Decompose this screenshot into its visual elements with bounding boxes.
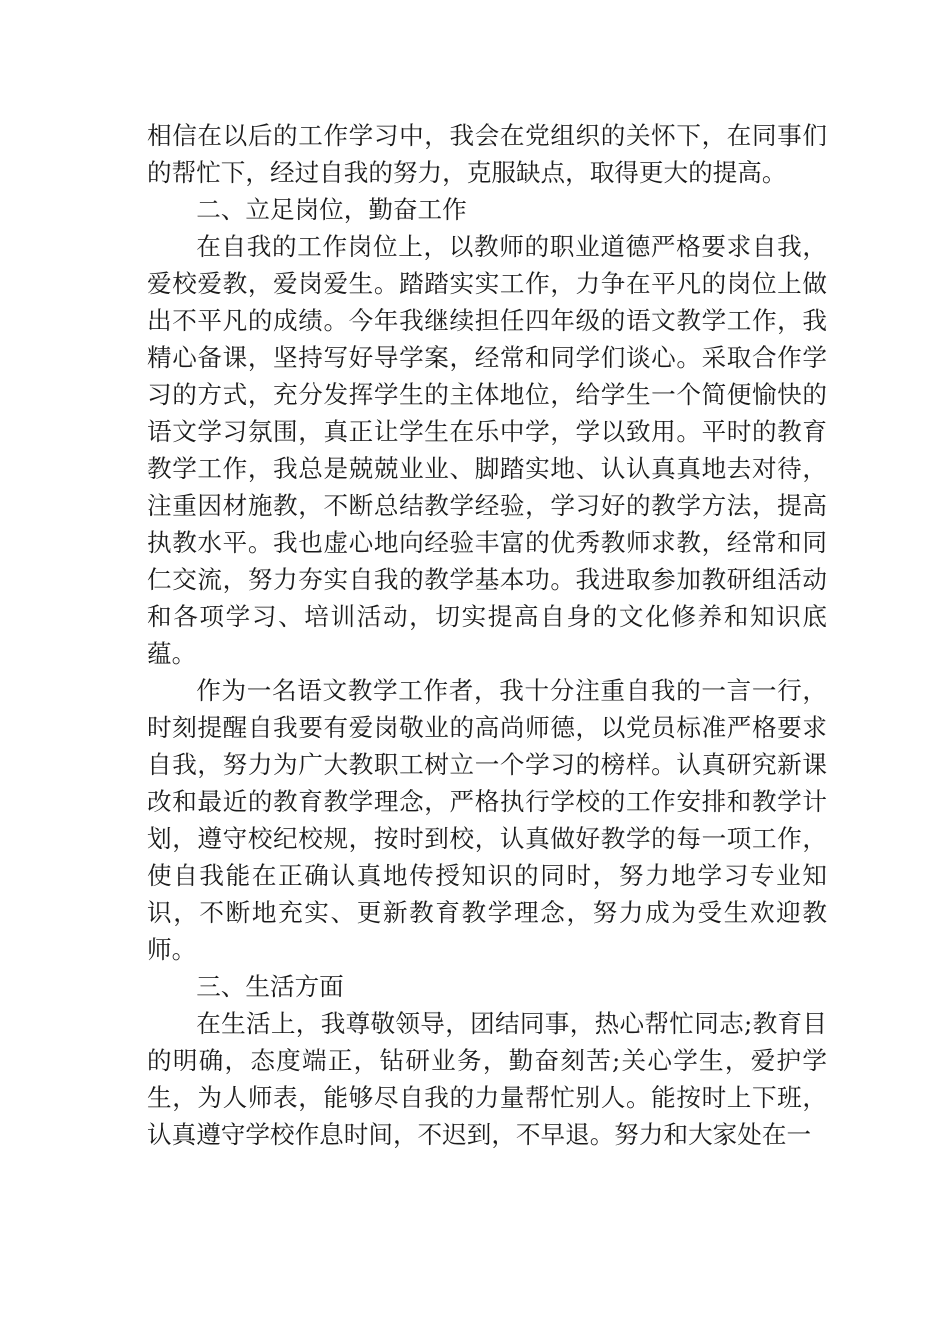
paragraph-intro-continuation: 相信在以后的工作学习中，我会在党组织的关怀下，在同事们的帮忙下，经过自我的努力，克服缺点，取得更大的提高。 (147, 121, 827, 187)
section-heading-3: 三、生活方面 (196, 972, 344, 1001)
paragraph-life: 在生活上，我尊敬领导，团结同事，热心帮忙同志;教育目的明确，态度端正，钻研业务，勤奋刻苦;关心学生，爱护学生，为人师表，能够尽自我的力量帮忙别人。能按时上下班，认真遵守学校作息时间，不迟到，不早退。努力和大家处在一 (147, 1009, 827, 1149)
document-page (147, 117, 827, 1153)
paragraph-teacher-conduct: 作为一名语文教学工作者，我十分注重自我的一言一行，时刻提醒自我要有爱岗敬业的高尚师德，以党员标准严格要求自我，努力为广大教职工树立一个学习的榜样。认真研究新课改和最近的教育教学理念，严格执行学校的工作安排和教学计划，遵守校纪校规，按时到校，认真做好教学的每一项工作，使自我能在正确认真地传授知识的同时，努力地学习专业知识，不断地充实、更新教育教学理念，努力成为受生欢迎教师。 (147, 676, 827, 964)
paragraph-work-post: 在自我的工作岗位上，以教师的职业道德严格要求自我，爱校爱教，爱岗爱生。踏踏实实工作，力争在平凡的岗位上做出不平凡的成绩。今年我继续担任四年级的语文教学工作，我精心备课，坚持写好导学案，经常和同学们谈心。采取合作学习的方式，充分发挥学生的主体地位，给学生一个简便愉快的语文学习氛围，真正让学生在乐中学，学以致用。平时的教育教学工作，我总是兢兢业业、脚踏实地、认认真真地去对待，注重因材施教，不断总结教学经验，学习好的教学方法，提高执教水平。我也虚心地向经验丰富的优秀教师求教，经常和同仁交流，努力夯实自我的教学基本功。我进取参加教研组活动和各项学习、培训活动，切实提高自身的文化修养和知识底蕴。 (147, 232, 827, 668)
section-heading-2: 二、立足岗位，勤奋工作 (196, 195, 467, 224)
